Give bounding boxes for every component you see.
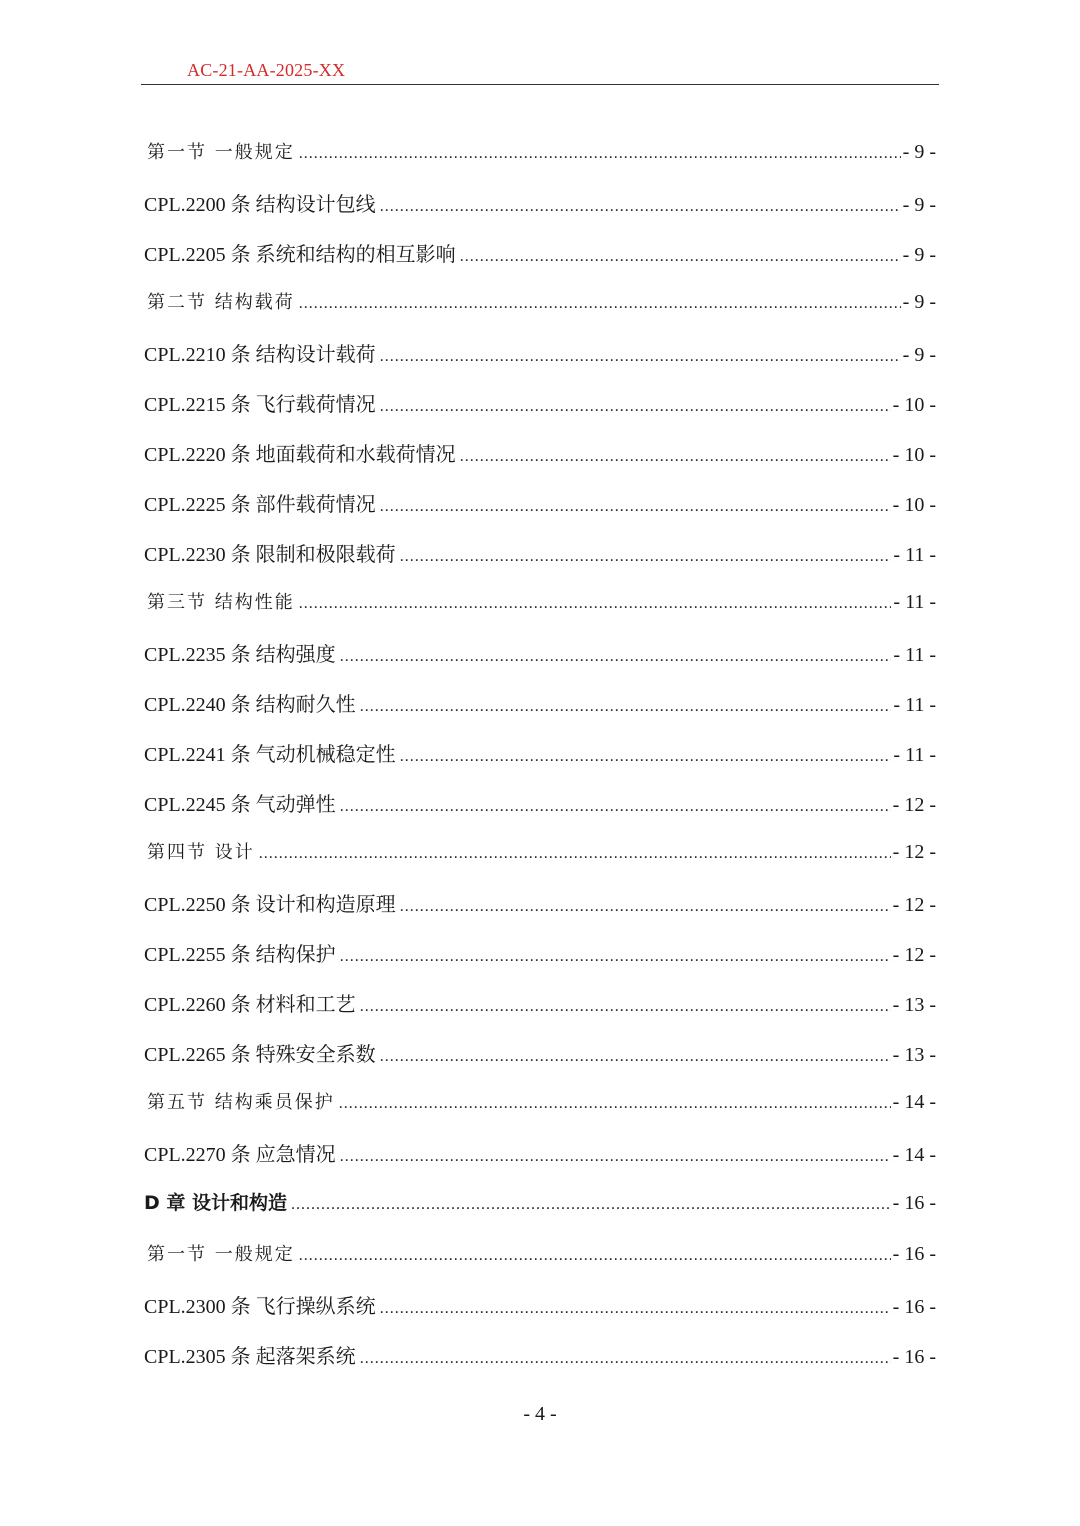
toc-entry[interactable] [144, 438, 936, 488]
toc-entry-label: 第二节 结构载荷 [147, 292, 295, 313]
toc-entry-label: CPL.2245 条 气动弹性 [144, 794, 336, 816]
toc-entry-page: - 11 - [893, 591, 936, 613]
dot-leader [400, 748, 892, 766]
toc-entry-page: - 9 - [902, 141, 936, 163]
toc-entry[interactable] [144, 1088, 936, 1138]
toc-entry-label: CPL.2241 条 气动机械稳定性 [144, 744, 396, 766]
dot-leader [299, 595, 892, 613]
dot-leader [380, 398, 891, 416]
toc-entry-label: CPL.2215 条 飞行载荷情况 [144, 394, 376, 416]
toc-entry[interactable] [144, 838, 936, 888]
toc-entry-chapter[interactable] [144, 1188, 936, 1240]
toc-entry-label: 第三节 结构性能 [147, 592, 295, 613]
dot-leader [340, 948, 891, 966]
toc-entry[interactable] [144, 738, 936, 788]
toc-entry-page: - 10 - [892, 494, 936, 516]
toc-entry-label: CPL.2240 条 结构耐久性 [144, 694, 356, 716]
toc-entry[interactable] [144, 338, 936, 388]
toc-entry[interactable] [144, 888, 936, 938]
toc-entry-page: - 16 - [892, 1296, 936, 1318]
dot-leader [259, 845, 891, 863]
toc-entry-label: CPL.2255 条 结构保护 [144, 944, 336, 966]
toc-entry[interactable] [144, 688, 936, 738]
toc-entry-page: - 14 - [892, 1091, 936, 1113]
toc-entry-page: - 9 - [902, 194, 936, 216]
toc-entry-label: CPL.2300 条 飞行操纵系统 [144, 1296, 376, 1318]
dot-leader [299, 1247, 891, 1265]
toc-entry-page: - 11 - [893, 544, 936, 566]
toc-entry-label: CPL.2235 条 结构强度 [144, 644, 336, 666]
toc-entry-page: - 16 - [892, 1346, 936, 1368]
toc-entry-label: CPL.2230 条 限制和极限载荷 [144, 544, 396, 566]
toc-entry-label: CPL.2305 条 起落架系统 [144, 1346, 356, 1368]
toc-entry-page: - 9 - [902, 291, 936, 313]
toc-entry[interactable] [144, 988, 936, 1038]
dot-leader [360, 998, 891, 1016]
toc-entry-page: - 13 - [892, 994, 936, 1016]
toc-entry-page: - 12 - [892, 841, 936, 863]
toc-entry[interactable] [144, 1340, 936, 1390]
toc-entry[interactable] [144, 388, 936, 438]
toc-entry[interactable] [144, 538, 936, 588]
toc-entry-page: - 14 - [892, 1144, 936, 1166]
toc-entry-page: - 11 - [893, 744, 936, 766]
dot-leader [339, 1095, 891, 1113]
dot-leader [380, 348, 901, 366]
dot-leader [299, 145, 901, 163]
toc-entry[interactable] [144, 1290, 936, 1340]
dot-leader [380, 498, 891, 516]
toc-entry-label: 第一节 一般规定 [147, 1244, 295, 1265]
document-code: AC-21-AA-2025-XX [187, 60, 346, 80]
toc-entry-label: CPL.2200 条 结构设计包线 [144, 194, 376, 216]
toc-entry-label: CPL.2250 条 设计和构造原理 [144, 894, 396, 916]
toc-entry-page: - 11 - [893, 644, 936, 666]
toc-entry[interactable] [144, 938, 936, 988]
table-of-contents [144, 138, 936, 1390]
toc-entry-page: - 12 - [892, 794, 936, 816]
toc-entry[interactable] [144, 588, 936, 638]
toc-entry[interactable] [144, 788, 936, 838]
toc-entry-page: - 11 - [893, 694, 936, 716]
dot-leader [360, 1350, 891, 1368]
dot-leader [291, 1196, 891, 1214]
dot-leader [460, 248, 901, 266]
toc-entry-label: CPL.2210 条 结构设计载荷 [144, 344, 376, 366]
toc-entry-label: CPL.2225 条 部件载荷情况 [144, 494, 376, 516]
dot-leader [340, 648, 892, 666]
toc-entry[interactable] [144, 188, 936, 238]
toc-entry-label: 第四节 设计 [147, 842, 255, 863]
dot-leader [400, 898, 891, 916]
toc-entry-page: - 10 - [892, 394, 936, 416]
dot-leader [460, 448, 891, 466]
page-number: - 4 - [523, 1403, 557, 1425]
toc-entry-page: - 16 - [892, 1192, 936, 1214]
toc-entry[interactable] [144, 238, 936, 288]
toc-entry[interactable] [144, 138, 936, 188]
toc-entry-label: 第一节 一般规定 [147, 142, 295, 163]
toc-entry-label: CPL.2205 条 系统和结构的相互影响 [144, 244, 456, 266]
toc-entry-label: CPL.2265 条 特殊安全系数 [144, 1044, 376, 1066]
toc-entry-page: - 12 - [892, 944, 936, 966]
toc-entry[interactable] [144, 288, 936, 338]
toc-entry-page: - 10 - [892, 444, 936, 466]
toc-entry[interactable] [144, 488, 936, 538]
toc-entry-label: CPL.2260 条 材料和工艺 [144, 994, 356, 1016]
toc-entry[interactable] [144, 1240, 936, 1290]
toc-entry-page: - 16 - [892, 1243, 936, 1265]
toc-entry-page: - 9 - [902, 244, 936, 266]
dot-leader [380, 198, 901, 216]
toc-entry-label: D 章 设计和构造 [144, 1192, 288, 1214]
toc-entry[interactable] [144, 638, 936, 688]
dot-leader [380, 1048, 891, 1066]
dot-leader [340, 1148, 891, 1166]
header-divider [141, 84, 939, 85]
toc-entry[interactable] [144, 1138, 936, 1188]
toc-entry-label: CPL.2270 条 应急情况 [144, 1144, 336, 1166]
dot-leader [400, 548, 892, 566]
toc-entry-page: - 13 - [892, 1044, 936, 1066]
toc-entry[interactable] [144, 1038, 936, 1088]
dot-leader [380, 1300, 891, 1318]
toc-entry-page: - 12 - [892, 894, 936, 916]
toc-entry-label: CPL.2220 条 地面载荷和水载荷情况 [144, 444, 456, 466]
dot-leader [299, 295, 901, 313]
toc-entry-page: - 9 - [902, 344, 936, 366]
dot-leader [340, 798, 891, 816]
dot-leader [360, 698, 892, 716]
toc-entry-label: 第五节 结构乘员保护 [147, 1092, 335, 1113]
